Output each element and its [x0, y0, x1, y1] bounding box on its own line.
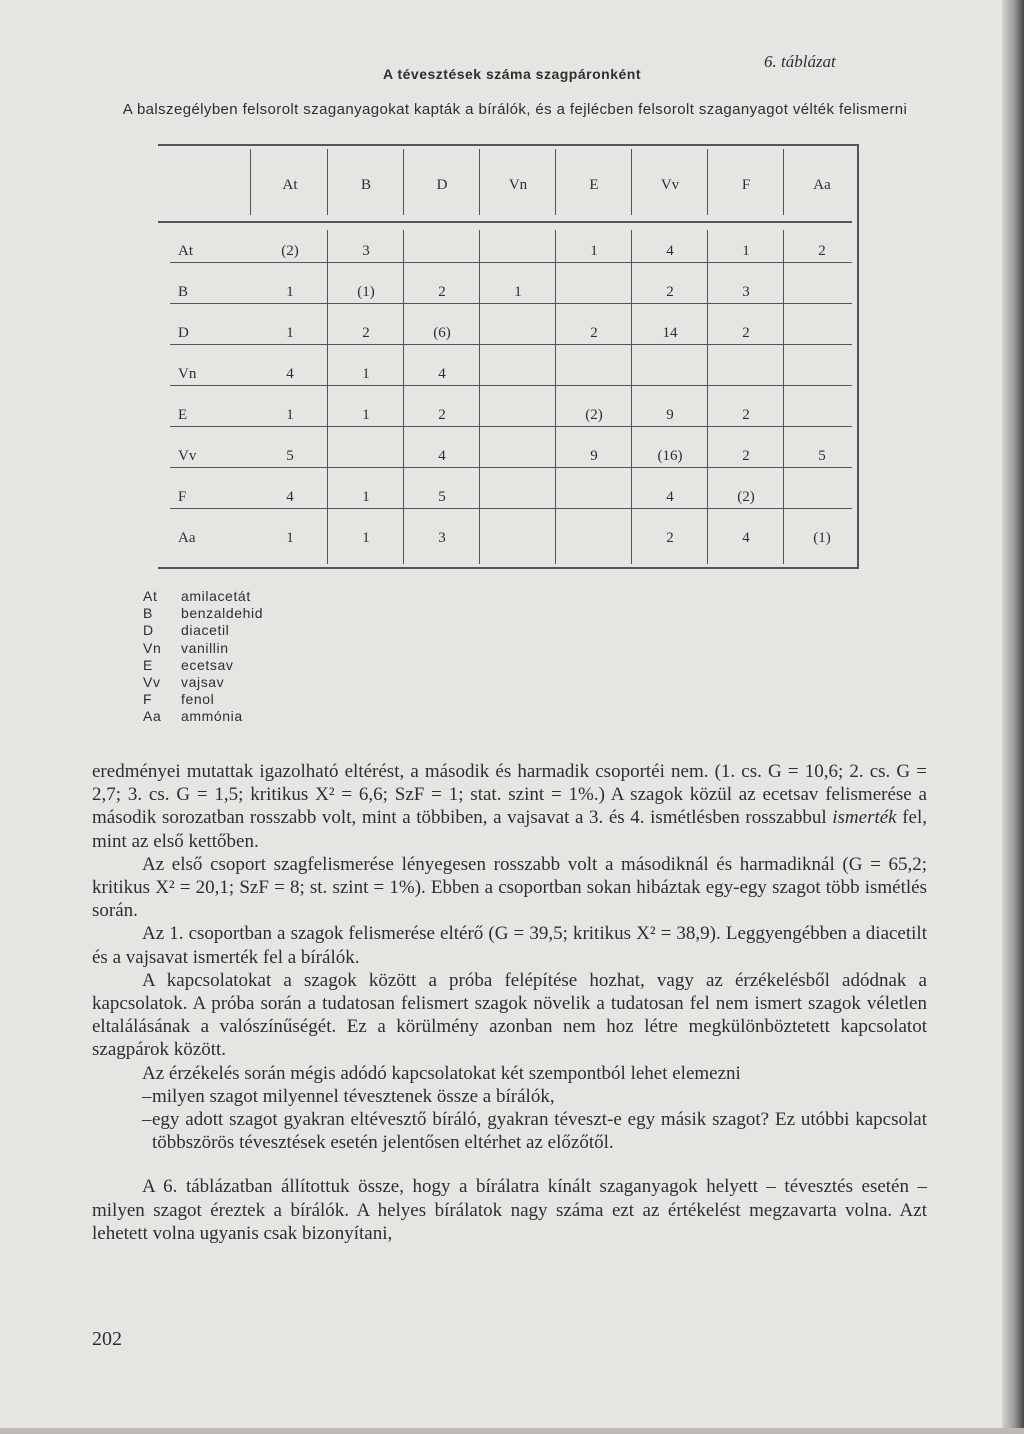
table-cell: 2	[438, 407, 446, 423]
table-cell: 2	[438, 284, 446, 300]
abbreviation-legend	[143, 588, 263, 726]
paragraph-text: fel, mint az első kettőben.	[92, 807, 928, 852]
legend-code: B	[143, 605, 153, 622]
page-number: 202	[92, 1328, 122, 1350]
table-cell: 1	[362, 407, 370, 423]
table-cell: 3	[438, 530, 446, 546]
table-cell: (16)	[657, 448, 683, 464]
table-cell: 5	[286, 448, 294, 464]
legend-code: D	[143, 622, 154, 639]
table-number: 6. táblázat	[764, 52, 836, 71]
table-cell: 2	[362, 325, 370, 341]
table-subtitle: A balszegélyben felsorolt szaganyagokat kapták a bírálók, és a fejlécben felsorolt szaganyagot vélték felismerni	[122, 101, 908, 118]
legend-name: amilacetát	[181, 588, 251, 604]
legend-code: Vv	[143, 674, 161, 691]
column-header-vv: Vv	[660, 177, 680, 193]
table-cell: 1	[286, 284, 294, 300]
table-cell: 1	[286, 325, 294, 341]
row-rule	[170, 262, 852, 263]
legend-item	[143, 588, 263, 605]
row-rule	[170, 426, 852, 427]
dash-bullet: –	[142, 1085, 152, 1107]
column-header-e: E	[589, 177, 599, 193]
column-divider	[250, 149, 251, 215]
row-header-f: F	[178, 489, 187, 505]
column-divider	[631, 230, 632, 564]
legend-name: ammónia	[181, 708, 243, 725]
column-divider	[555, 230, 556, 564]
table-cell: 4	[438, 366, 446, 382]
row-rule	[170, 303, 852, 304]
legend-name: fenol	[181, 691, 215, 708]
table-cell: 1	[362, 530, 370, 546]
column-header-d: D	[436, 177, 448, 193]
column-divider	[783, 230, 784, 564]
list-item	[92, 1085, 927, 1108]
list-item-text: egy adott szagot gyakran eltévesztő bíráló, gyakran téveszt-e egy másik szagot? Ez utóbbi kapcsolat többszörös tévesztések esetén jelentősen eltérhet az előzőtől.	[152, 1109, 927, 1154]
table-cell: 4	[438, 448, 446, 464]
row-header-at: At	[178, 243, 193, 259]
list-item-text: milyen szagot milyennel tévesztenek össze a bírálók,	[152, 1085, 555, 1107]
row-header-aa: Aa	[178, 530, 196, 546]
legend-item	[143, 708, 263, 725]
table-cell: 5	[818, 448, 826, 464]
table-cell: (2)	[737, 489, 755, 505]
row-rule	[170, 467, 852, 468]
legend-name: diacetil	[181, 622, 230, 639]
table-cell: 1	[742, 243, 750, 259]
column-divider	[707, 230, 708, 564]
row-header-vv: Vv	[178, 448, 197, 464]
row-header-vn: Vn	[178, 366, 197, 382]
paragraph: Az első csoport szagfelismerése lényegesen rosszabb volt a másodiknál és harmadiknál (G = 65,2; kritikus X² = 20,1; SzF = 8; st. szint = 1%). Ebben a csoportban sokan hibáztak egy-egy szagot több ismétlés során.	[92, 853, 927, 922]
table-cell: 1	[362, 489, 370, 505]
row-rule	[170, 385, 852, 386]
column-header-f: F	[741, 177, 751, 193]
paragraph-text: eredményei mutattak igazolható eltérést, a második és harmadik csoportéi nem. (1. cs. G = 10,6; 2. cs. G = 2,7; 3. cs. G = 1,5; kritikus X² = 6,6; SzF = 1; stat. szint = 1%.) A szagok közül az ecetsav felismerése a második sorozatban rosszabb volt, mint a többiben, a vajsavat a 3. és 4. ismétlésben rosszabbul	[92, 761, 927, 829]
table-cell: 4	[666, 489, 674, 505]
list-item	[92, 1108, 927, 1154]
row-header-e: E	[178, 407, 188, 423]
legend-code: At	[143, 588, 158, 604]
legend-item	[143, 605, 263, 622]
legend-name: vanillin	[181, 639, 229, 656]
paragraph: Az érzékelés során mégis adódó kapcsolatokat két szempontból lehet elemezni	[142, 1062, 741, 1084]
emphasis-text: ismerték	[832, 807, 897, 829]
table-cell: (2)	[585, 407, 603, 423]
paragraph-spacer	[92, 1154, 927, 1175]
row-header-b: B	[178, 284, 189, 300]
table-cell: 3	[742, 284, 750, 300]
row-header-d: D	[178, 325, 189, 341]
legend-name: ecetsav	[181, 656, 234, 673]
legend-code: E	[143, 656, 153, 673]
table-cell: 2	[590, 325, 598, 341]
paragraph	[92, 760, 927, 853]
table-cell: 1	[590, 243, 598, 259]
table-top-rule	[158, 144, 858, 146]
legend-name: vajsav	[181, 674, 225, 691]
table-title: A tévesztések száma szagpáronként	[383, 66, 641, 82]
dash-bullet: –	[142, 1109, 152, 1131]
table-cell: 4	[286, 366, 294, 382]
table-cell: 4	[666, 243, 674, 259]
table-cell: 9	[590, 448, 598, 464]
paragraph: A kapcsolatokat a szagok között a próba felépítése hozhat, vagy az érzékelésből adódnak a kapcsolatok. A próba során a tudatosan felismert szagok növelik a tudatosan fel nem ismert szagok véletlen eltalálásának a valószínűségét. Ez a körülmény azonban nem hoz létre megkülönböztetett kapcsolatot szagpárok között.	[92, 969, 927, 1061]
page-bottom-edge	[0, 1428, 1024, 1434]
column-header-aa: Aa	[813, 177, 831, 193]
body-text	[92, 760, 927, 1245]
table-cell: 2	[742, 325, 750, 341]
row-rule	[170, 344, 852, 345]
table-cell: 2	[742, 448, 750, 464]
legend-item	[143, 674, 263, 691]
legend-item	[143, 622, 263, 639]
table-cell: 2	[666, 530, 674, 546]
legend-code: Vn	[143, 639, 162, 656]
column-divider	[403, 230, 404, 564]
table-cell: (1)	[813, 530, 831, 546]
table-header-rule	[158, 221, 852, 223]
paragraph: Az 1. csoportban a szagok felismerése eltérő (G = 39,5; kritikus X² = 38,9). Leggyengébben a diacetilt és a vajsavat ismerték fel a bírálók.	[92, 923, 927, 968]
legend-code: F	[143, 691, 153, 708]
table-cell: 1	[286, 407, 294, 423]
table-cell: (2)	[281, 243, 299, 259]
table-bottom-rule	[158, 567, 858, 569]
column-divider	[327, 230, 328, 564]
table-cell: (6)	[433, 325, 451, 341]
legend-item	[143, 691, 263, 708]
paragraph: A 6. táblázatban állítottuk össze, hogy a bírálatra kínált szaganyagok helyett – tévesztés esetén – milyen szagot éreztek a bírálók. A helyes bírálatok nagy száma ezt az értékelést megzavarta volna. Azt lehetett volna ugyanis csak bizonyítani,	[92, 1176, 927, 1244]
table-cell: 1	[286, 530, 294, 546]
row-rule	[170, 508, 852, 509]
legend-item	[143, 657, 263, 674]
column-header-vn: Vn	[508, 177, 528, 193]
table-cell: 3	[362, 243, 370, 259]
table-cell: 9	[666, 407, 674, 423]
table-cell: 4	[286, 489, 294, 505]
table-cell: 5	[438, 489, 446, 505]
table-cell: 4	[742, 530, 750, 546]
table-cell: 2	[742, 407, 750, 423]
legend-item	[143, 640, 263, 657]
table-cell: 2	[666, 284, 674, 300]
table-cell: (1)	[357, 284, 375, 300]
table-right-border	[857, 144, 859, 569]
table-cell: 2	[818, 243, 826, 259]
table-cell: 14	[662, 325, 678, 341]
column-divider	[479, 230, 480, 564]
table-cell: 1	[514, 284, 522, 300]
column-header-b: B	[360, 177, 371, 193]
column-header-at: At	[282, 177, 298, 193]
legend-code: Aa	[143, 708, 162, 725]
legend-name: benzaldehid	[181, 605, 264, 622]
table-cell: 1	[362, 366, 370, 382]
page-edge-shadow	[1002, 0, 1024, 1434]
